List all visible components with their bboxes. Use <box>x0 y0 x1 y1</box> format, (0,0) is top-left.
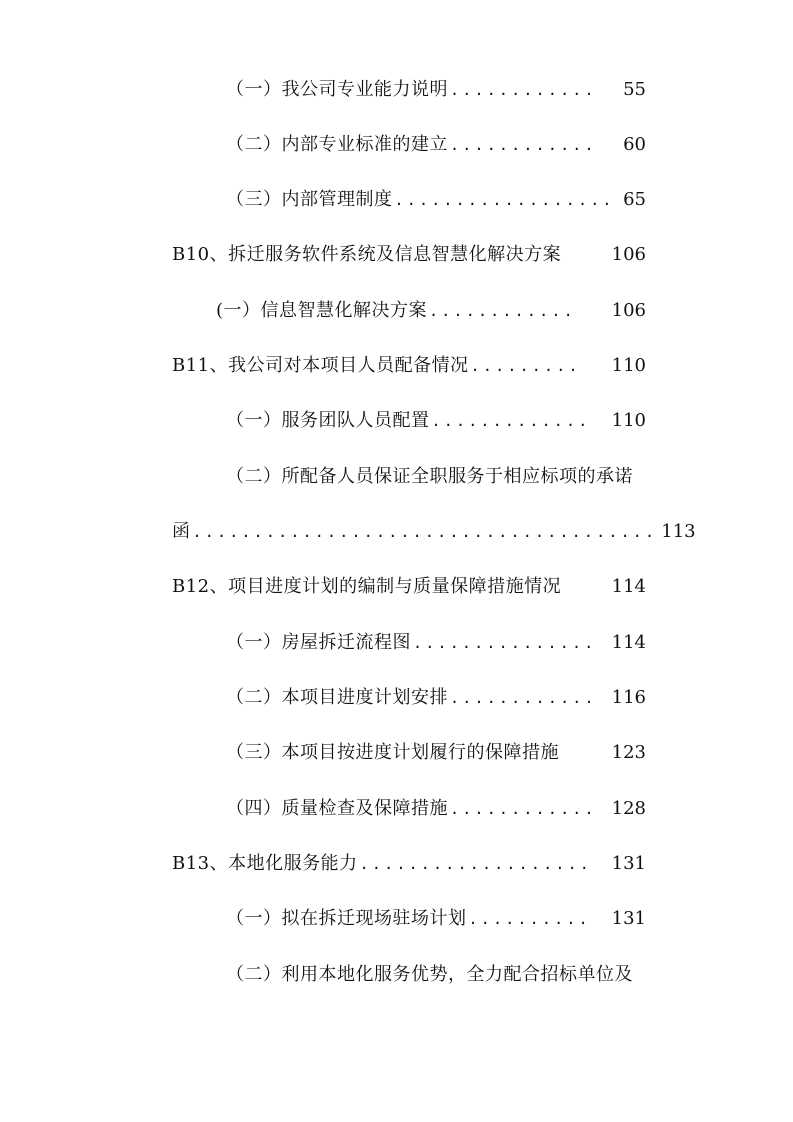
toc-entry-label: （二）利用本地化服务优势，全力配合招标单位及 <box>226 964 633 985</box>
toc-entry-label: （一）房屋拆迁流程图 <box>226 632 411 653</box>
toc-page-number: 65 <box>623 189 646 210</box>
toc-entry-continuation[interactable] <box>172 517 696 547</box>
toc-leader-dots: ............ <box>450 800 597 818</box>
toc-entry-label: （二）内部专业标准的建立 <box>226 134 448 155</box>
toc-entry-label: （一）我公司专业能力说明 <box>226 79 448 100</box>
toc-page-number: 116 <box>611 687 646 708</box>
toc-entry[interactable] <box>172 572 646 602</box>
toc-entry-label: （二）所配备人员保证全职服务于相应标项的承诺 <box>226 466 633 487</box>
toc-entry[interactable] <box>226 738 646 768</box>
toc-leader-dots: .......... <box>468 910 591 928</box>
toc-page-number: 123 <box>611 742 646 763</box>
toc-entry[interactable] <box>226 75 646 105</box>
toc-entry[interactable] <box>226 683 646 713</box>
toc-entry[interactable] <box>172 351 646 381</box>
toc-page-number: 128 <box>611 798 646 819</box>
toc-entry-label: （一）拟在拆迁现场驻场计划 <box>226 908 467 929</box>
toc-entry[interactable] <box>226 794 646 824</box>
toc-entry[interactable] <box>226 185 646 215</box>
toc-page-number: 131 <box>611 908 646 929</box>
toc-entry[interactable] <box>172 240 646 270</box>
toc-page-number: 110 <box>611 410 646 431</box>
toc-entry-label: （三）内部管理制度 <box>226 189 393 210</box>
toc-entry-label: B11、我公司对本项目人员配备情况 <box>172 355 469 376</box>
toc-page-number: 106 <box>611 300 646 321</box>
toc-entry[interactable] <box>226 628 646 658</box>
toc-leader-dots: ............ <box>450 136 597 154</box>
toc-entry-label: B13、本地化服务能力 <box>172 853 358 874</box>
toc-page-number: 110 <box>611 355 646 376</box>
toc-entry-label: B10、拆迁服务软件系统及信息智慧化解决方案 <box>172 244 562 265</box>
toc-entry-label: （一）服务团队人员配置 <box>226 410 430 431</box>
toc-leader-dots: ......... <box>470 357 581 375</box>
toc-entry[interactable] <box>226 406 646 436</box>
toc-entry[interactable] <box>226 462 696 492</box>
toc-entry-label: （四）质量检查及保障措施 <box>226 798 448 819</box>
toc-entry[interactable] <box>226 904 646 934</box>
toc-leader-dots: ................... <box>359 855 593 873</box>
toc-page-number: 131 <box>611 853 646 874</box>
toc-entry[interactable] <box>216 296 646 326</box>
toc-entry-label: （三）本项目按进度计划履行的保障措施 <box>226 742 559 763</box>
toc-entry-label: (一）信息智慧化解决方案 <box>216 300 428 321</box>
toc-entry-label: （二）本项目进度计划安排 <box>226 687 448 708</box>
toc-leader-dots: .................. <box>394 191 615 209</box>
toc-leader-dots: ............. <box>431 412 591 430</box>
toc-page-number: 60 <box>623 134 646 155</box>
toc-leader-dots: ............ <box>450 689 597 707</box>
toc-leader-dots: ............... <box>413 634 597 652</box>
toc-page-number: 114 <box>611 632 646 653</box>
toc-page-number: 55 <box>623 79 646 100</box>
toc-page-number: 106 <box>611 244 646 265</box>
toc-leader-dots: ............ <box>429 302 576 320</box>
toc-entry[interactable] <box>226 960 696 990</box>
toc-entry[interactable] <box>226 130 646 160</box>
toc-page-number: 113 <box>661 521 696 542</box>
toc-entry[interactable] <box>172 849 646 879</box>
toc-leader-dots: ...................................... <box>192 523 658 541</box>
toc-entry-label: 函 <box>172 521 191 542</box>
toc-leader-dots: ............ <box>450 81 597 99</box>
toc-entry-label: B12、项目进度计划的编制与质量保障措施情况 <box>172 576 562 597</box>
toc-page-number: 114 <box>611 576 646 597</box>
